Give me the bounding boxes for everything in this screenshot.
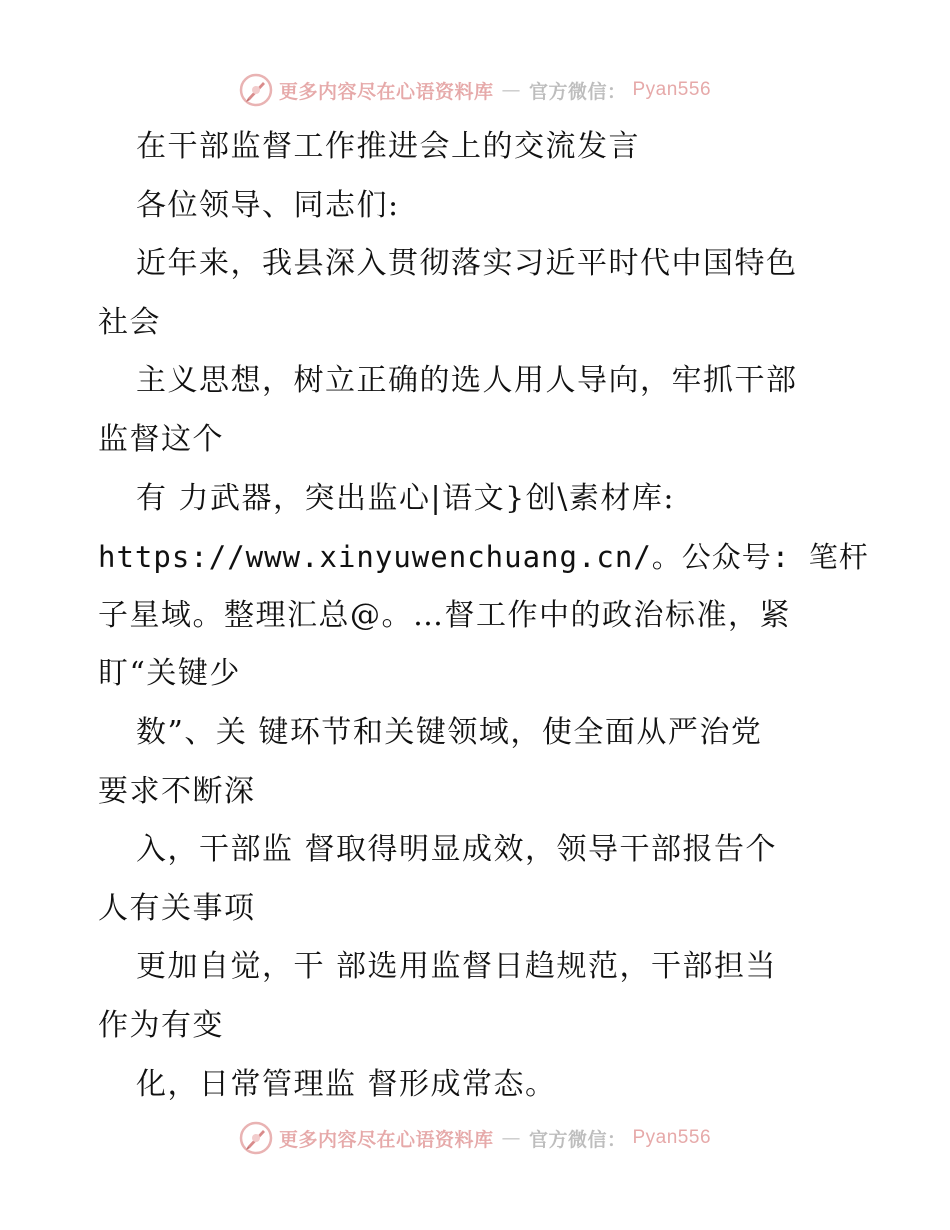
paragraph-line: 监督这个: [98, 421, 224, 457]
watermark-group: [239, 1121, 711, 1155]
watermark-group: [239, 73, 711, 107]
paragraph-line: 更加自觉，干 部选用监督日趋规范，干部担当: [136, 949, 778, 985]
salutation: 各位领导、同志们:: [136, 187, 400, 223]
paragraph-line: 盯“关键少: [98, 656, 241, 692]
paragraph-line: 化，日常管理监 督形成常态。: [136, 1066, 557, 1102]
watermark-main-text: 更多内容尽在心语资料库: [278, 80, 494, 103]
watermark-sub-text: 官方微信：: [528, 1128, 627, 1151]
paragraph-line: 子星域。整理汇总@。…督工作中的政治标准，紧: [98, 597, 791, 633]
paragraph-line: 人有关事项: [98, 890, 256, 926]
paragraph-line: 近年来，我县深入贯彻落实习近平时代中国特色: [136, 246, 798, 282]
watermark-sub-text: 官方微信：: [528, 80, 627, 103]
quill-logo-icon: [239, 1121, 273, 1155]
watermark-wechat-id: Pyan556: [632, 1127, 712, 1148]
document-body: [98, 118, 869, 1114]
paragraph-line: 主义思想，树立正确的选人用人导向，牢抓干部: [136, 363, 798, 399]
quill-logo-icon: [239, 73, 273, 107]
header-watermark: [0, 70, 950, 110]
watermark-wechat-id: Pyan556: [632, 79, 712, 100]
footer-watermark: [0, 1118, 950, 1158]
paragraph-line: 作为有变: [98, 1007, 224, 1043]
document-title: 在干部监督工作推进会上的交流发言: [136, 129, 640, 164]
paragraph-line: 入，干部监 督取得明显成效，领导干部报告个: [136, 832, 778, 868]
watermark-main-text: 更多内容尽在心语资料库: [278, 1128, 494, 1151]
paragraph-line: 数”、关 键环节和关键领域，使全面从严治党: [136, 714, 763, 750]
url-line: https://www.xinyuwenchuang.cn/。公众号: 笔杆: [98, 540, 869, 575]
paragraph-line: 社会: [98, 304, 161, 340]
watermark-dash: —: [501, 1127, 521, 1149]
watermark-dash: —: [501, 79, 521, 101]
paragraph-line: 要求不断深: [98, 773, 256, 809]
paragraph-line: 有 力武器，突出监心|语文}创\素材库:: [136, 480, 675, 516]
